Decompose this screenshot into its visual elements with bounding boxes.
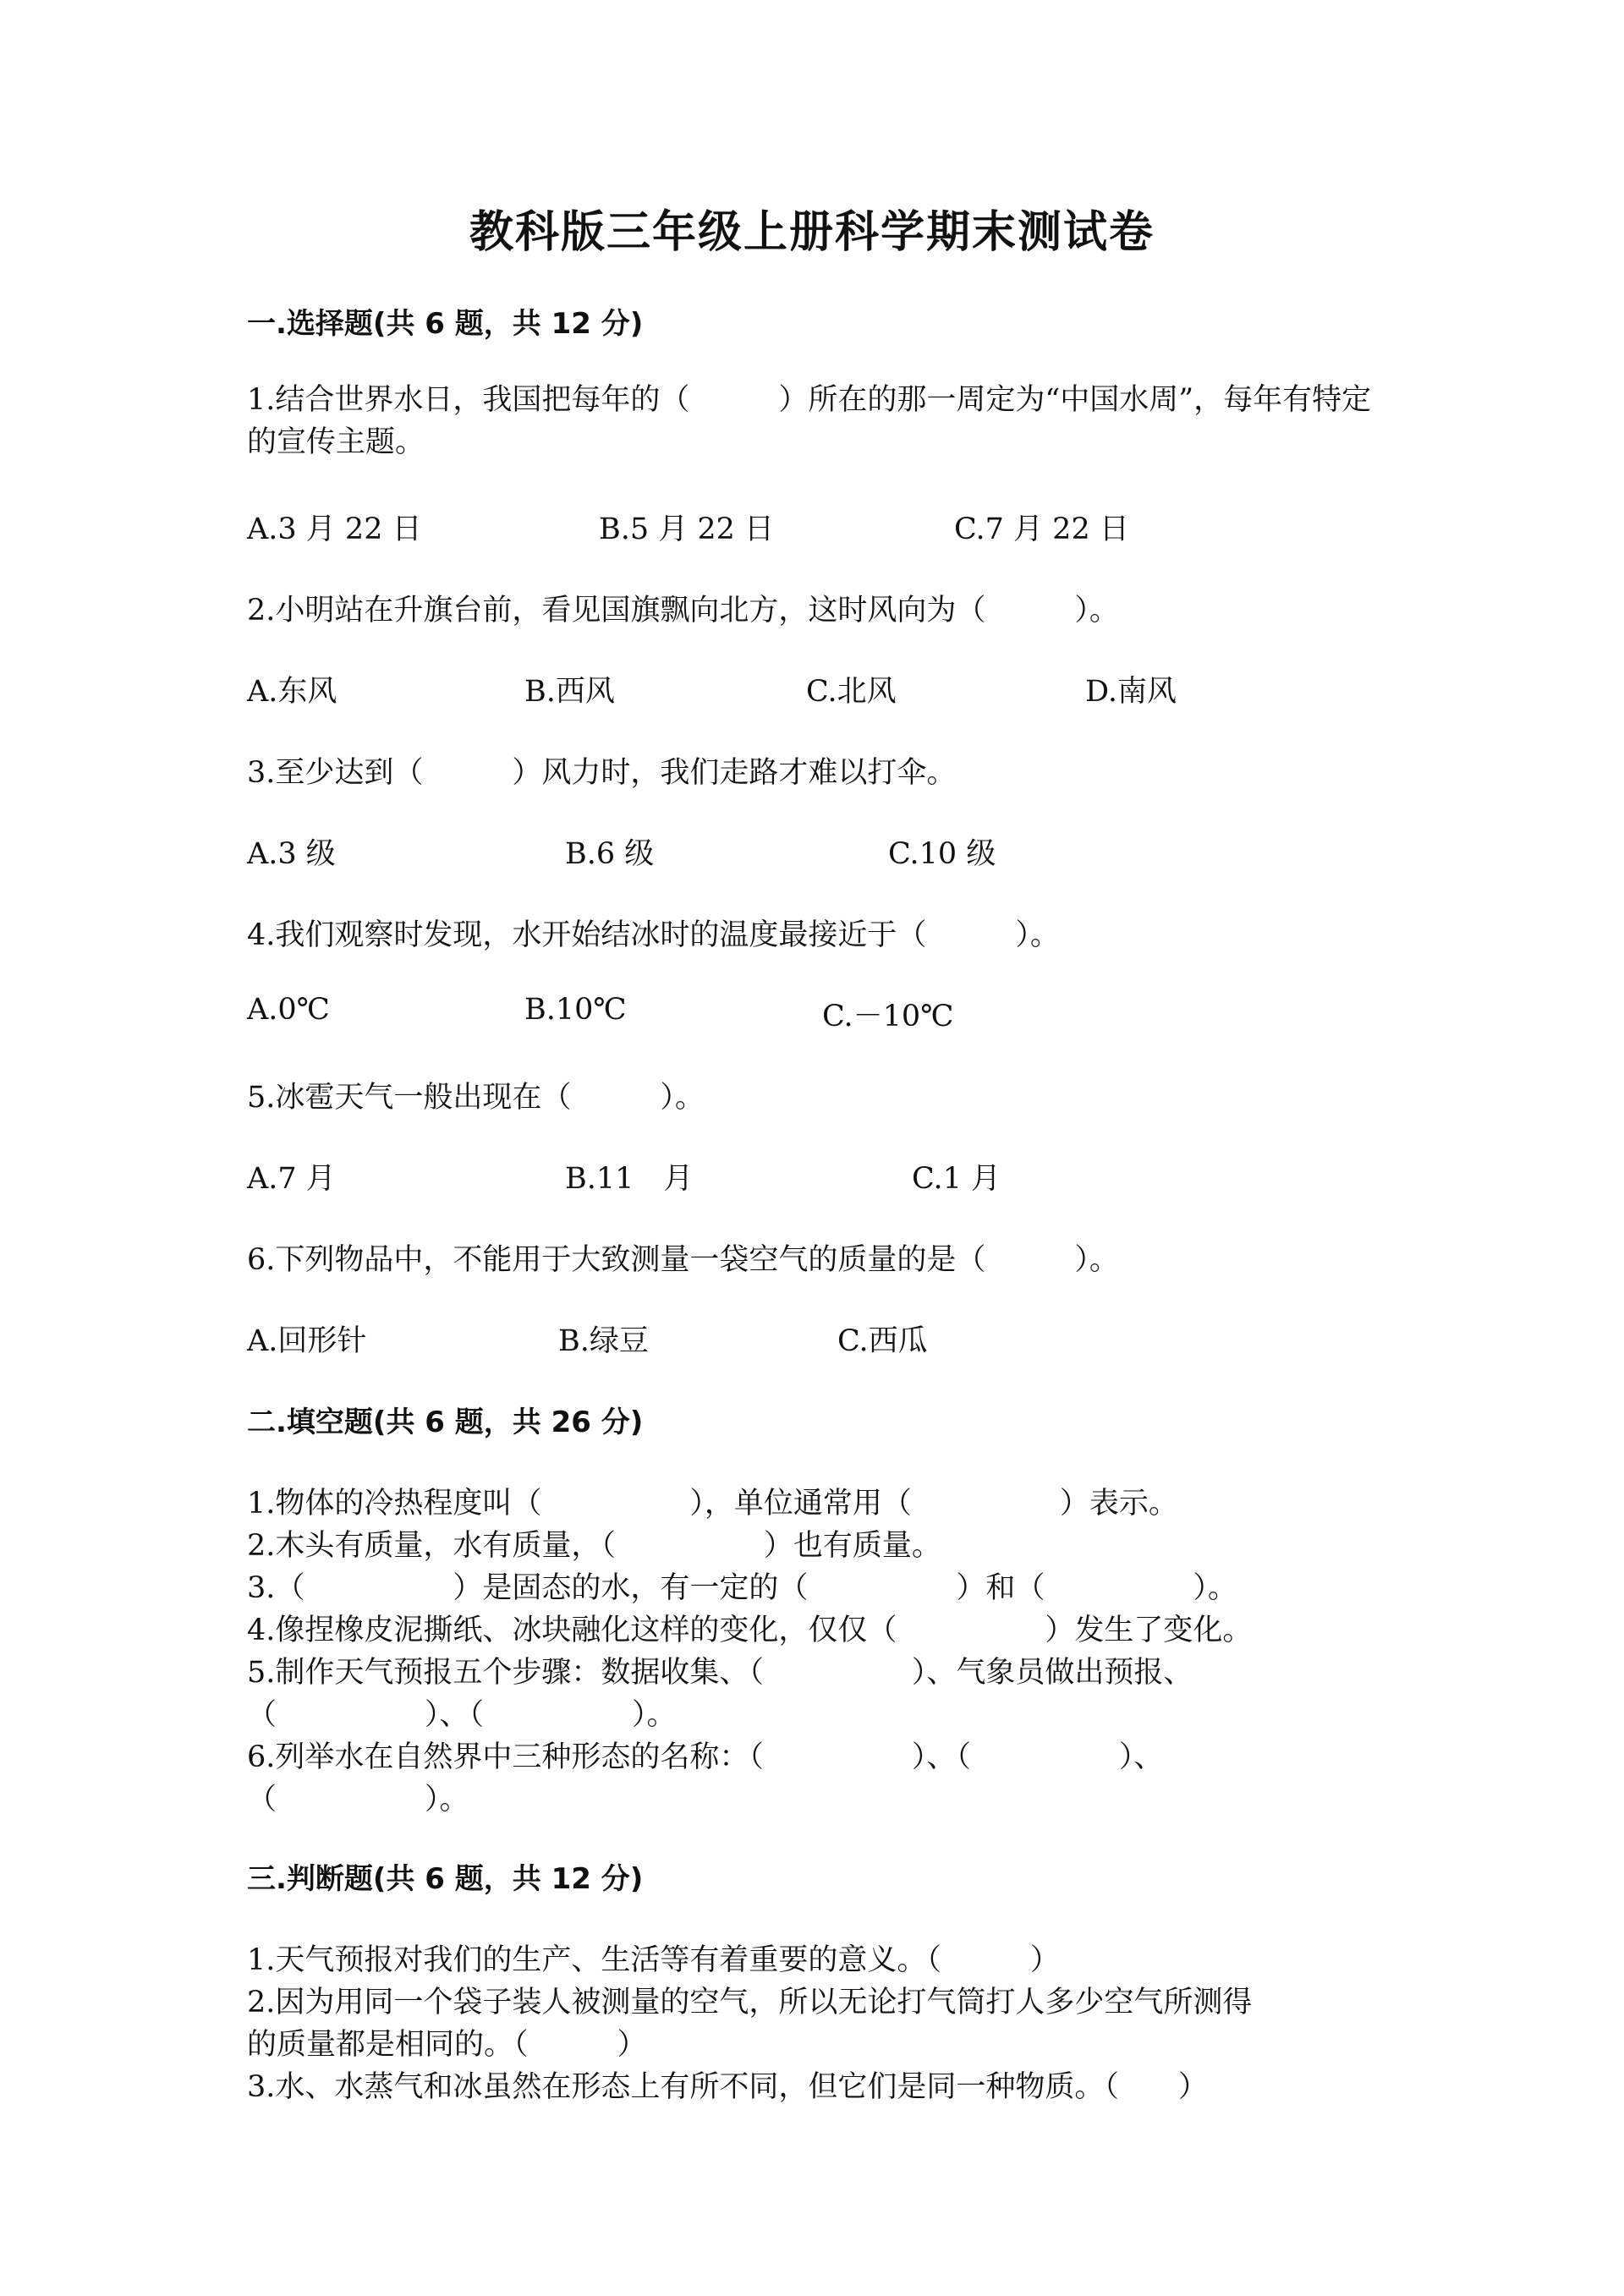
- option: A.3 月 22 日: [247, 512, 422, 546]
- option: B.西风: [524, 675, 615, 709]
- fill-line: （ ）。: [247, 1783, 469, 1817]
- question-stem: 1.结合世界水日，我国把每年的（ ）所在的那一周定为“中国水周”，每年有特定的宣传主题。: [247, 383, 1372, 459]
- option: B.5 月 22 日: [599, 512, 775, 546]
- option: B.11 月: [565, 1162, 694, 1196]
- option: C.－10℃: [822, 1000, 954, 1033]
- option: A.7 月: [247, 1162, 336, 1196]
- fill-line: 5.制作天气预报五个步骤：数据收集、（ ）、气象员做出预报、: [247, 1656, 1193, 1690]
- option: A.3 级: [247, 837, 336, 871]
- fill-line: 1.物体的冷热程度叫（ ），单位通常用（ ）表示。: [247, 1487, 1178, 1521]
- option: B.绿豆: [558, 1324, 649, 1358]
- option: C.1 月: [912, 1162, 1001, 1196]
- option: A.0℃: [247, 993, 330, 1027]
- option: C.10 级: [888, 837, 996, 871]
- question-stem: 5.冰雹天气一般出现在（ ）。: [247, 1081, 705, 1115]
- option: B.10℃: [524, 993, 627, 1027]
- judge-line: 的质量都是相同的。（ ）: [247, 2028, 647, 2062]
- question-stem: 4.我们观察时发现，水开始结冰时的温度最接近于（ ）。: [247, 918, 1060, 952]
- option: A.东风: [247, 675, 337, 709]
- fill-line: （ ）、（ ）。: [247, 1698, 677, 1732]
- question-stem: 3.至少达到（ ）风力时，我们走路才难以打伞。: [247, 756, 957, 790]
- option: C.7 月 22 日: [954, 512, 1129, 546]
- question-stem: 6.下列物品中，不能用于大致测量一袋空气的质量的是（ ）。: [247, 1243, 1119, 1277]
- fill-line: 4.像捏橡皮泥撕纸、冰块融化这样的变化，仅仅（ ）发生了变化。: [247, 1614, 1253, 1647]
- judge-line: 2.因为用同一个袋子装人被测量的空气，所以无论打气筒打人多少空气所测得: [247, 1986, 1253, 2019]
- question-stem: 2.小明站在升旗台前，看见国旗飘向北方，这时风向为（ ）。: [247, 594, 1119, 627]
- option: C.北风: [806, 675, 897, 709]
- section-heading-fill: 二.填空题(共 6 题，共 26 分): [247, 1406, 644, 1439]
- page-title: 教科版三年级上册科学期末测试卷: [469, 207, 1155, 258]
- option: D.南风: [1085, 675, 1177, 709]
- fill-line: 2.木头有质量，水有质量，（ ）也有质量。: [247, 1529, 941, 1563]
- option: A.回形针: [247, 1324, 367, 1358]
- section-heading-judge: 三.判断题(共 6 题，共 12 分): [247, 1862, 644, 1896]
- judge-line: 1.天气预报对我们的生产、生活等有着重要的意义。（ ）: [247, 1943, 1060, 1977]
- fill-line: 6.列举水在自然界中三种形态的名称：（ ）、（ ）、: [247, 1740, 1164, 1774]
- fill-line: 3.（ ）是固态的水，有一定的（ ）和（ ）。: [247, 1571, 1237, 1605]
- section-heading-choice: 一.选择题(共 6 题，共 12 分): [247, 307, 644, 341]
- option: B.6 级: [565, 837, 655, 871]
- judge-line: 3.水、水蒸气和冰虽然在形态上有所不同，但它们是同一种物质。（ ）: [247, 2070, 1208, 2104]
- option: C.西瓜: [837, 1324, 928, 1358]
